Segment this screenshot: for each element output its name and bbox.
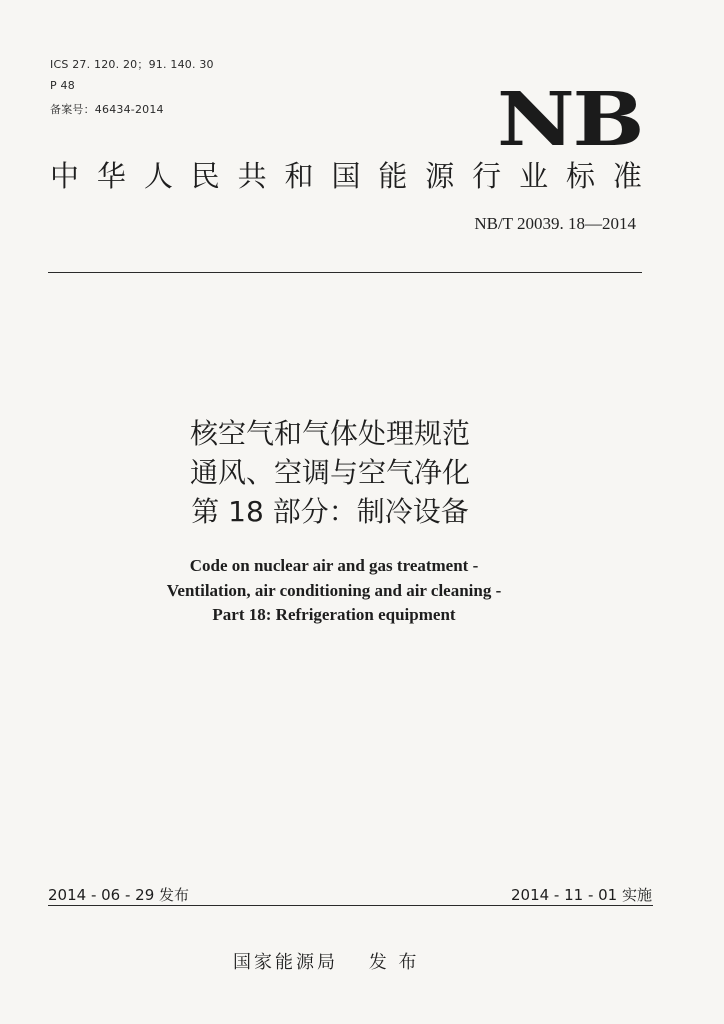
footer-divider: [48, 905, 653, 906]
publisher-action: 发 布: [368, 952, 420, 973]
title-en-line-1: Code on nuclear air and gas treatment -: [189, 556, 479, 575]
authority-title-char: 业: [519, 159, 549, 193]
authority-title-char: 国: [331, 159, 361, 193]
publisher-name: 国家能源局: [233, 952, 338, 973]
authority-title-char: 和: [284, 159, 314, 193]
filing-number: 备案号：46434-2014: [50, 103, 164, 116]
title-en-line-2: Ventilation, air conditioning and air cleaning -: [166, 581, 502, 600]
authority-title-char: 源: [425, 159, 455, 193]
authority-title-char: 中: [50, 159, 80, 193]
publisher-line: [233, 948, 419, 974]
authority-title-char: 民: [190, 159, 220, 193]
authority-title-char: 华: [96, 159, 126, 193]
ics-code: ICS 27. 120. 20；91. 140. 30: [50, 58, 214, 71]
title-cn-line-1: 核空气和气体处理规范: [189, 417, 470, 450]
authority-title: [50, 156, 642, 196]
authority-title-char: 准: [612, 159, 642, 193]
authority-title-char: 能: [378, 159, 408, 193]
title-cn-line-3: 第 18 部分：制冷设备: [191, 495, 469, 528]
authority-title-char: 标: [565, 159, 595, 193]
issue-date: 2014 - 06 - 29 发布: [48, 886, 190, 904]
authority-title-char: 人: [143, 159, 173, 193]
title-en-line-3: Part 18: Refrigeration equipment: [212, 605, 456, 624]
authority-title-char: 共: [237, 159, 267, 193]
nb-logo: NB: [497, 77, 643, 163]
implementation-date: 2014 - 11 - 01 实施: [510, 886, 652, 904]
standard-code: NB/T 20039. 18—2014: [474, 214, 636, 233]
authority-title-char: 行: [472, 159, 502, 193]
title-cn-line-2: 通风、空调与空气净化: [189, 456, 470, 489]
ccs-code: P 48: [50, 79, 75, 92]
header-divider: [48, 272, 642, 273]
